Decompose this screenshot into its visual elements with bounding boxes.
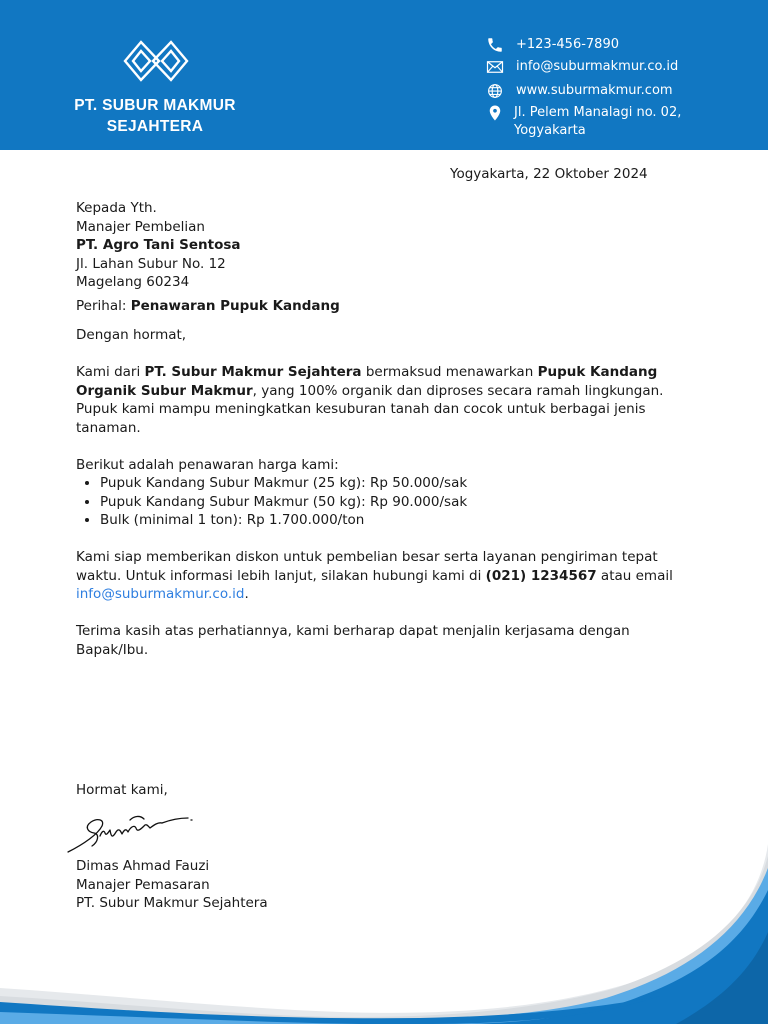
intro-paragraph	[76, 363, 676, 437]
signer-company: PT. Subur Makmur Sejahtera	[76, 895, 268, 911]
price-intro: Berikut adalah penawaran harga kami:	[76, 456, 339, 473]
recipient-salutation: Kepada Yth.	[76, 200, 157, 216]
body-email-link[interactable]: info@suburmakmur.co.id	[76, 586, 245, 602]
signer-name: Dimas Ahmad Fauzi	[76, 858, 210, 874]
recipient-position: Manajer Pembelian	[76, 218, 205, 235]
thanks-paragraph: Terima kasih atas perhatiannya, kami berharap dapat menjalin kerjasama dengan Bapak/Ibu.	[76, 623, 630, 658]
intro-text-2: bermaksud menawarkan	[361, 364, 538, 380]
recipient-block	[76, 199, 241, 292]
phone-text: +123-456-7890	[516, 37, 619, 52]
company-logo-icon	[123, 38, 189, 84]
signer-title: Manajer Pemasaran	[76, 876, 210, 893]
phone-icon	[486, 36, 504, 54]
subject-label: Perihal:	[76, 298, 127, 314]
recipient-company: PT. Agro Tani Sentosa	[76, 237, 241, 253]
contact-text-2: atau email	[596, 567, 673, 584]
footer-waves	[0, 820, 768, 1024]
company-name-line1: PT. SUBUR MAKMUR	[74, 97, 236, 114]
closing: Hormat kami,	[76, 782, 168, 798]
address-text	[514, 104, 714, 140]
contact-text-3: .	[244, 586, 249, 602]
location-pin-icon	[486, 104, 504, 122]
price-item: • Pupuk Kandang Subur Makmur (25 kg): Rp 50.000/sak	[100, 474, 676, 493]
email-link[interactable]: info@suburmakmur.co.id	[516, 59, 679, 74]
subject-value: Penawaran Pupuk Kandang	[130, 298, 340, 314]
globe-icon	[486, 82, 504, 100]
recipient-street: Jl. Lahan Subur No. 12	[76, 255, 226, 272]
subject-line	[76, 298, 340, 314]
contact-paragraph	[76, 548, 676, 604]
letter-body	[76, 326, 676, 659]
intro-product-bold: Pupuk Kandang Organik Subur Makmur	[76, 364, 658, 399]
contact-text-1: Kami siap memberikan diskon untuk pembelian besar serta layanan pengiriman tepat waktu. Untuk informasi lebih lanjut, silakan hubungi kami di	[76, 549, 658, 584]
company-name-line2: SEJAHTERA	[106, 118, 204, 135]
letter-date: Yogyakarta, 22 Oktober 2024	[450, 166, 648, 182]
intro-text-3: , yang 100% organik dan diproses secara ramah lingkungan. Pupuk kami mampu meningkatkan kesuburan tanah dan cocok untuk berbagai jenis tanaman.	[76, 382, 664, 436]
mail-icon	[486, 58, 504, 76]
price-list	[76, 474, 676, 530]
intro-text-1: Kami dari	[76, 364, 145, 380]
recipient-city: Magelang 60234	[76, 274, 190, 290]
address-line1: Jl. Pelem Manalagi no. 02,	[514, 105, 682, 120]
price-item: • Bulk (minimal 1 ton): Rp 1.700.000/ton	[100, 511, 676, 530]
contact-phone-bold: (021) 1234567	[485, 567, 597, 584]
letterhead	[0, 0, 768, 150]
greeting: Dengan hormat,	[76, 327, 187, 343]
company-name	[50, 95, 260, 137]
price-item: • Pupuk Kandang Subur Makmur (50 kg): Rp 90.000/sak	[100, 493, 676, 512]
intro-company-bold: PT. Subur Makmur Sejahtera	[144, 364, 362, 380]
address-line2: Yogyakarta	[514, 123, 586, 138]
website-link[interactable]: www.suburmakmur.com	[516, 83, 673, 98]
